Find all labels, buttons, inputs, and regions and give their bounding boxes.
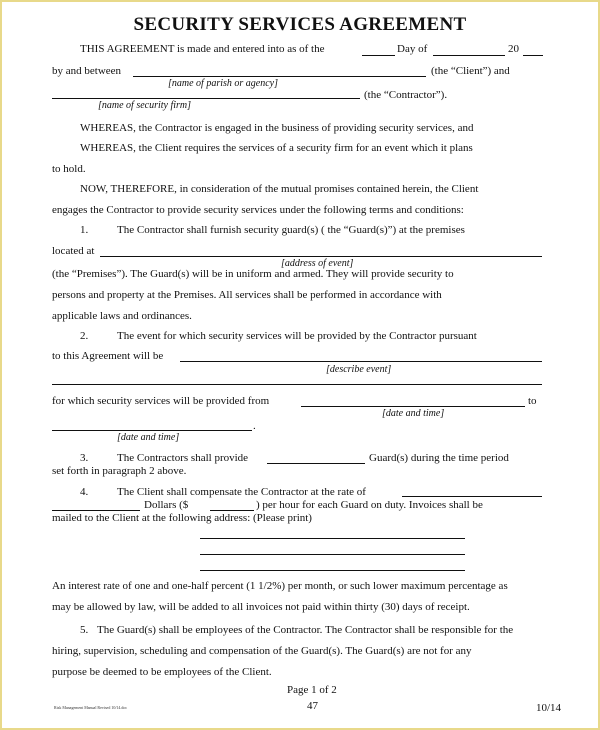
section2-from: for which security services will be provided from <box>52 395 270 407</box>
section2-a: The event for which security services will be provided by the Contractor pursuant <box>117 330 477 342</box>
firm-label: [name of security firm] <box>98 100 192 111</box>
whereas-2b: to hold. <box>52 163 86 175</box>
blank-start-date[interactable] <box>301 406 525 407</box>
blank-end-date[interactable] <box>52 430 252 431</box>
day-of-text: Day of <box>397 43 428 55</box>
section1-a: The Contractor shall furnish security guard(s) ( the “Guard(s)”) at the premises <box>117 224 465 236</box>
mailed-text: mailed to the Client at the following address: (Please print) <box>52 512 312 524</box>
page-title: SECURITY SERVICES AGREEMENT <box>133 14 467 35</box>
blank-address[interactable] <box>100 256 542 257</box>
blank-rate-amount[interactable] <box>210 510 254 511</box>
section3-c: set forth in paragraph 2 above. <box>52 465 187 477</box>
client-tag: (the “Client”) and <box>431 65 510 77</box>
address-label: [address of event] <box>281 258 354 269</box>
section4-a: The Client shall compensate the Contractor at the rate of <box>117 486 366 498</box>
blank-month[interactable] <box>433 55 505 56</box>
interest-a: An interest rate of one and one-half percent (1 1/2%) per month, or such lower maximum percentage as <box>52 580 508 592</box>
section5-a: The Guard(s) shall be employees of the Contractor. The Contractor shall be responsible for the <box>97 624 514 636</box>
blank-event[interactable] <box>180 361 542 362</box>
blank-year[interactable] <box>523 55 543 56</box>
blank-client-name[interactable] <box>133 76 426 77</box>
event-label: [describe event] <box>326 364 392 375</box>
section5-number: 5. <box>80 624 89 636</box>
manual-reference: Risk Management Manual Revised 10/14.doc <box>54 705 128 710</box>
section1-b: (the “Premises”). The Guard(s) will be in uniform and armed. They will provide security to <box>52 268 454 280</box>
per-hour-text: ) per hour for each Guard on duty. Invoices shall be <box>256 499 483 511</box>
blank-address-line-1[interactable] <box>200 538 465 539</box>
blank-address-line-3[interactable] <box>200 570 465 571</box>
blank-event-continued[interactable] <box>52 384 542 385</box>
intro-text: THIS AGREEMENT is made and entered into as of the <box>80 43 325 55</box>
blank-contractor-name[interactable] <box>52 98 360 99</box>
contractor-tag: (the “Contractor”). <box>364 89 448 101</box>
blank-day[interactable] <box>362 55 395 56</box>
date-label-1: [date and time] <box>382 408 445 419</box>
date-label-2: [date and time] <box>117 432 180 443</box>
section2-period: . <box>253 420 256 432</box>
now-therefore-b: engages the Contractor to provide security services under the following terms and conditions: <box>52 204 464 216</box>
section1-number: 1. <box>80 224 89 236</box>
by-and-between-text: by and between <box>52 65 122 77</box>
section3-number: 3. <box>80 452 89 464</box>
section5-b: hiring, supervision, scheduling and compensation of the Guard(s). The Guard(s) are not for any <box>52 645 472 657</box>
section3-a: The Contractors shall provide <box>117 452 249 464</box>
revision-date: 10/14 <box>536 702 562 714</box>
section2-number: 2. <box>80 330 89 342</box>
whereas-1: WHEREAS, the Contractor is engaged in the business of providing security services, and <box>80 122 474 134</box>
section1-d: applicable laws and ordinances. <box>52 310 192 322</box>
section2-to: to <box>528 395 537 407</box>
section5-c: purpose be deemed to be employees of the Client. <box>52 666 272 678</box>
section3-b: Guard(s) during the time period <box>369 452 509 464</box>
page-number: 47 <box>307 700 318 712</box>
section2-b: to this Agreement will be <box>52 350 164 362</box>
section1-c: persons and property at the Premises. All services shall be performed in accordance with <box>52 289 442 301</box>
dollars-text: Dollars ($ <box>144 499 189 511</box>
interest-b: may be allowed by law, will be added to all invoices not paid within thirty (30) days of receipt. <box>52 601 470 613</box>
year-prefix: 20 <box>508 43 519 55</box>
blank-guard-count[interactable] <box>267 463 365 464</box>
section4-number: 4. <box>80 486 89 498</box>
page-indicator: Page 1 of 2 <box>287 684 337 696</box>
blank-rate-words[interactable] <box>402 496 542 497</box>
blank-address-line-2[interactable] <box>200 554 465 555</box>
whereas-2a: WHEREAS, the Client requires the services of a security firm for an event which it plans <box>80 142 473 154</box>
located-at-text: located at <box>52 245 95 257</box>
blank-rate-words-continued[interactable] <box>52 510 140 511</box>
parish-label: [name of parish or agency] <box>168 78 278 89</box>
now-therefore-a: NOW, THEREFORE, in consideration of the mutual promises contained herein, the Client <box>80 183 479 195</box>
